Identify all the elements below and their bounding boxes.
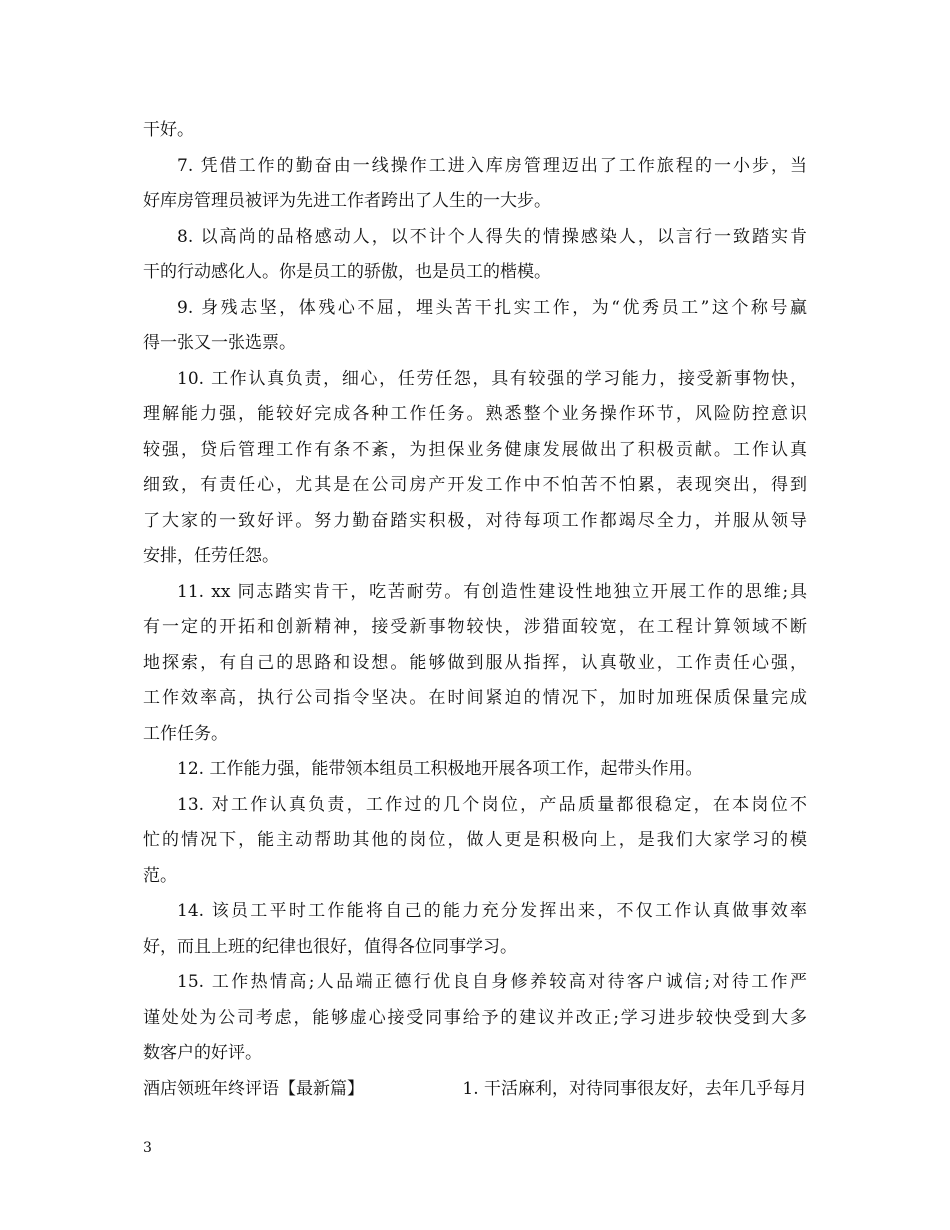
text-line: 干的行动感化人。你是员工的骄傲，也是员工的楷模。 [143, 262, 551, 282]
text-line: 有一定的开拓和创新精神，接受新事物较快，涉猎面较宽，在工程计算领域不断 [143, 617, 807, 637]
text-line: 较强，贷后管理工作有条不紊，为担保业务健康发展做出了积极贡献。工作认真 [143, 439, 807, 460]
text-line: 安排，任劳任怨。 [143, 546, 279, 566]
text-line: 工作任务。 [143, 723, 228, 744]
text-line: 12. 工作能力强，能带领本组员工积极地开展各项工作，起带头作用。 [177, 759, 703, 779]
page-number: 3 [143, 1140, 152, 1156]
text-line: 9. 身残志坚，体残心不屈，埋头苦干扎实工作，为“优秀员工”这个称号赢 [177, 297, 807, 318]
text-line: 理解能力强，能较好完成各种工作任务。熟悉整个业务操作环节，风险防控意识 [143, 404, 807, 424]
text-line: 10. 工作认真负责，细心，任劳任怨，具有较强的学习能力，接受新事物快， [177, 368, 807, 389]
text-line: 好，而且上班的纪律也很好，值得各位同事学习。 [143, 936, 517, 957]
text-line: 14. 该员工平时工作能将自己的能力充分发挥出来，不仅工作认真做事效率 [177, 901, 807, 921]
text-line: 得一张又一张选票。 [143, 333, 296, 353]
text-line: 数客户的好评。 [143, 1043, 262, 1063]
section-first-item: 1. 干活麻利，对待同事很友好，去年几乎每月 [462, 1079, 807, 1099]
text-line: 15. 工作热情高;人品端正德行优良自身修养较高对待客户诚信;对待工作严 [177, 972, 807, 992]
text-line: 细致，有责任心，尤其是在公司房产开发工作中不怕苦不怕累，表现突出，得到 [143, 475, 807, 495]
text-line: 谨处处为公司考虑，能够虚心接受同事给予的建议并改正;学习进步较快受到大多 [143, 1007, 807, 1028]
text-line: 13. 对工作认真负责，工作过的几个岗位，产品质量都很稳定，在本岗位不 [177, 794, 807, 815]
text-line: 干好。 [143, 120, 194, 140]
text-line: 好库房管理员被评为先进工作者跨出了人生的一大步。 [143, 191, 551, 211]
text-line: 8. 以高尚的品格感动人，以不计个人得失的情操感染人，以言行一致踏实肯 [177, 226, 807, 247]
text-line: 了大家的一致好评。努力勤奋踏实积极，对待每项工作都竭尽全力，并服从领导 [143, 510, 807, 531]
text-line: 范。 [143, 865, 177, 886]
text-line: 忙的情况下，能主动帮助其他的岗位，做人更是积极向上，是我们大家学习的模 [143, 830, 807, 850]
text-line: 11. xx 同志踏实肯干，吃苦耐劳。有创造性建设性地独立开展工作的思维;具 [177, 581, 807, 602]
text-line: 7. 凭借工作的勤奋由一线操作工进入库房管理迈出了工作旅程的一小步，当 [177, 155, 807, 176]
text-line: 地探索，有自己的思路和设想。能够做到服从指挥，认真敬业，工作责任心强， [143, 652, 807, 673]
document-body [143, 113, 813, 1072]
section-heading-line [143, 1072, 807, 1108]
text-line: 工作效率高，执行公司指令坚决。在时间紧迫的情况下，加时加班保质保量完成 [143, 688, 807, 708]
section-heading: 酒店领班年终评语【最新篇】 [143, 1079, 364, 1099]
